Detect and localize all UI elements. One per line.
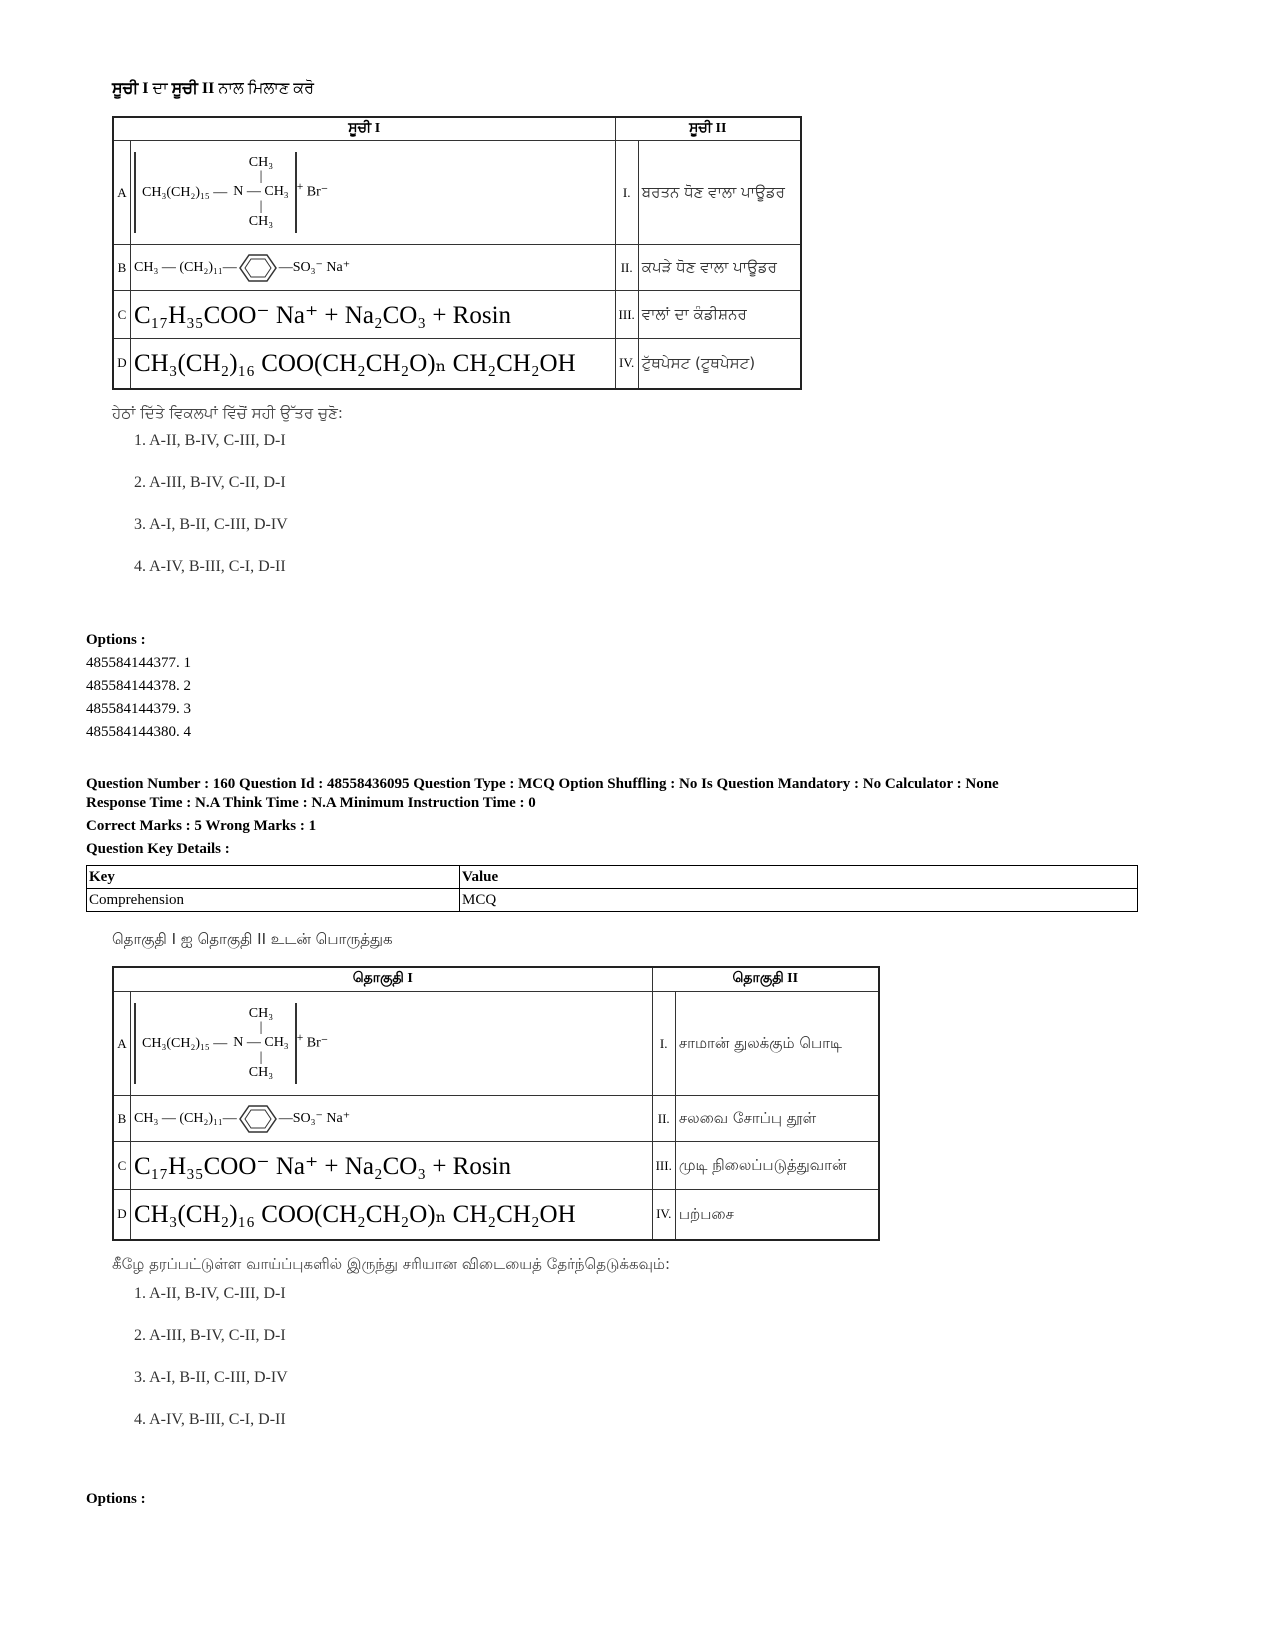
question-title: தொகுதி I ஐ தொகுதி II உடன் பொருத்துக	[112, 930, 393, 948]
chemical-formula-d: CH₃(CH₂)₁₆ COO(CH₂CH₂O)ₙ CH₂CH₂OH	[131, 1190, 653, 1240]
options-list	[86, 629, 191, 744]
table-row: B CH₃ — (CH₂)₁₁— —SO₃⁻ Na⁺ II. சலவை சோப்பு தூள்	[113, 1096, 879, 1142]
chemical-formula-a: CH₃(CH₂)₁₅ — CH₃ | N — CH₃ | CH₃ + Br⁻	[131, 141, 616, 245]
list-item: 4. A-IV, B-III, C-I, D-II	[134, 1410, 286, 1428]
list-item: 2. A-III, B-IV, C-II, D-I	[134, 473, 286, 491]
key-cell: Comprehension	[87, 889, 460, 912]
table-row	[87, 866, 1138, 889]
list-item: 1. A-II, B-IV, C-III, D-I	[134, 431, 286, 449]
option-item: 485584144378. 2	[86, 678, 191, 694]
options-label: Options :	[86, 632, 146, 648]
question-info-line: Question Number : 160 Question Id : 48558436095 Question Type : MCQ Option Shuffling : No Is Question Mandatory : No Calculator : None Response Time : N.A Think Time : N.A Minimum Instruction Time : 0	[86, 776, 999, 811]
option-item: 485584144379. 3	[86, 701, 191, 717]
key-header: Key	[87, 866, 460, 889]
chemical-formula-d: CH₃(CH₂)₁₆ COO(CH₂CH₂O)ₙ CH₂CH₂OH	[131, 339, 616, 389]
option-item: 485584144377. 1	[86, 655, 191, 671]
match-description: சலவை சோப்பு தூள்	[675, 1096, 879, 1142]
match-description: ਟੁੱਥਪੇਸਟ (ਟੂਥਪੇਸਟ)	[638, 339, 801, 389]
row-letter: A	[113, 141, 131, 245]
chemical-formula-b: CH₃ — (CH₂)₁₁— —SO₃⁻ Na⁺	[131, 1096, 653, 1142]
chemical-formula-c: C₁₇H₃₅COO⁻ Na⁺ + Na₂CO₃ + Rosin	[131, 291, 616, 339]
marks-line: Correct Marks : 5 Wrong Marks : 1	[86, 818, 317, 834]
match-description: முடி நிலைப்படுத்துவான்	[675, 1142, 879, 1190]
table-row	[87, 889, 1138, 912]
table-row: D CH₃(CH₂)₁₆ COO(CH₂CH₂O)ₙ CH₂CH₂OH IV. ਟੁੱਥਪੇਸਟ (ਟੂਥਪੇਸਟ)	[113, 339, 801, 389]
instruction-text: கீழே தரப்பட்டுள்ள வாய்ப்புகளில் இருந்து சரியான விடையைத் தேர்ந்தெடுக்கவும்:	[112, 1254, 671, 1273]
match-table	[112, 116, 802, 390]
question-meta	[86, 775, 1146, 863]
list-item: 1. A-II, B-IV, C-III, D-I	[134, 1284, 286, 1302]
value-cell: MCQ	[460, 889, 1138, 912]
list-item: 3. A-I, B-II, C-III, D-IV	[134, 1368, 288, 1386]
value-header: Value	[460, 866, 1138, 889]
list-item: 2. A-III, B-IV, C-II, D-I	[134, 1326, 286, 1344]
match-description: பற்பசை	[675, 1190, 879, 1240]
question-block-punjabi	[112, 80, 802, 600]
chemical-formula-a: CH₃(CH₂)₁₅ — CH₃ | N — CH₃ | CH₃ + Br⁻	[131, 992, 653, 1096]
key-details-label: Question Key Details :	[86, 841, 230, 857]
chemical-formula-b: CH₃ — (CH₂)₁₁— —SO₃⁻ Na⁺	[131, 245, 616, 291]
match-table	[112, 966, 880, 1241]
table-row: A CH₃(CH₂)₁₅ — CH₃ | N — CH₃ | CH₃ + Br⁻ I. ਬਰਤਨ ਧੋਣ ਵਾਲਾ ਪਾਊਡਰ	[113, 141, 801, 245]
option-item: 485584144380. 4	[86, 724, 191, 740]
table-row: C C₁₇H₃₅COO⁻ Na⁺ + Na₂CO₃ + Rosin III. முடி நிலைப்படுத்துவான்	[113, 1142, 879, 1190]
question-block-tamil	[112, 930, 880, 1453]
answer-choices	[112, 432, 802, 576]
answer-choices	[112, 1285, 880, 1429]
list-item: 3. A-I, B-II, C-III, D-IV	[134, 515, 288, 533]
options-label: Options :	[86, 1491, 146, 1507]
column-header-list-1: தொகுதி I	[113, 967, 652, 992]
instruction-text: ਹੇਠਾਂ ਦਿੱਤੇ ਵਿਕਲਪਾਂ ਵਿੱਚੋਂ ਸਹੀ ਉੱਤਰ ਚੁਣੋ:	[112, 403, 343, 422]
table-row: C C₁₇H₃₅COO⁻ Na⁺ + Na₂CO₃ + Rosin III. ਵਾਲਾਂ ਦਾ ਕੰਡੀਸ਼ਨਰ	[113, 291, 801, 339]
match-description: ਬਰਤਨ ਧੋਣ ਵਾਲਾ ਪਾਊਡਰ	[638, 141, 801, 245]
column-header-list-2: தொகுதி II	[652, 967, 879, 992]
match-description: சாமான் துலக்கும் பொடி	[675, 992, 879, 1096]
list-item: 4. A-IV, B-III, C-I, D-II	[134, 557, 286, 575]
benzene-ring-icon	[239, 253, 277, 283]
benzene-ring-icon	[239, 1104, 277, 1134]
column-header-list-1: ਸੂਚੀ I	[113, 117, 615, 141]
table-row: A CH₃(CH₂)₁₅ — CH₃ | N — CH₃ | CH₃ + Br⁻ I. சாமான் துலக்கும் பொடி	[113, 992, 879, 1096]
table-row: D CH₃(CH₂)₁₆ COO(CH₂CH₂O)ₙ CH₂CH₂OH IV. பற்பசை	[113, 1190, 879, 1240]
key-details-table	[86, 865, 1138, 912]
options-list	[86, 1488, 146, 1511]
column-header-list-2: ਸੂਚੀ II	[615, 117, 801, 141]
match-description: ਕਪੜੇ ਧੋਣ ਵਾਲਾ ਪਾਊਡਰ	[638, 245, 801, 291]
question-title: ਸੂਚੀ I ਦਾ ਸੂਚੀ II ਨਾਲ ਮਿਲਾਣ ਕਰੋ	[112, 80, 315, 97]
chemical-formula-c: C₁₇H₃₅COO⁻ Na⁺ + Na₂CO₃ + Rosin	[131, 1142, 653, 1190]
match-description: ਵਾਲਾਂ ਦਾ ਕੰਡੀਸ਼ਨਰ	[638, 291, 801, 339]
table-row: B CH₃ — (CH₂)₁₁— —SO₃⁻ Na⁺ II. ਕਪੜੇ ਧੋਣ ਵਾਲਾ ਪਾਊਡਰ	[113, 245, 801, 291]
